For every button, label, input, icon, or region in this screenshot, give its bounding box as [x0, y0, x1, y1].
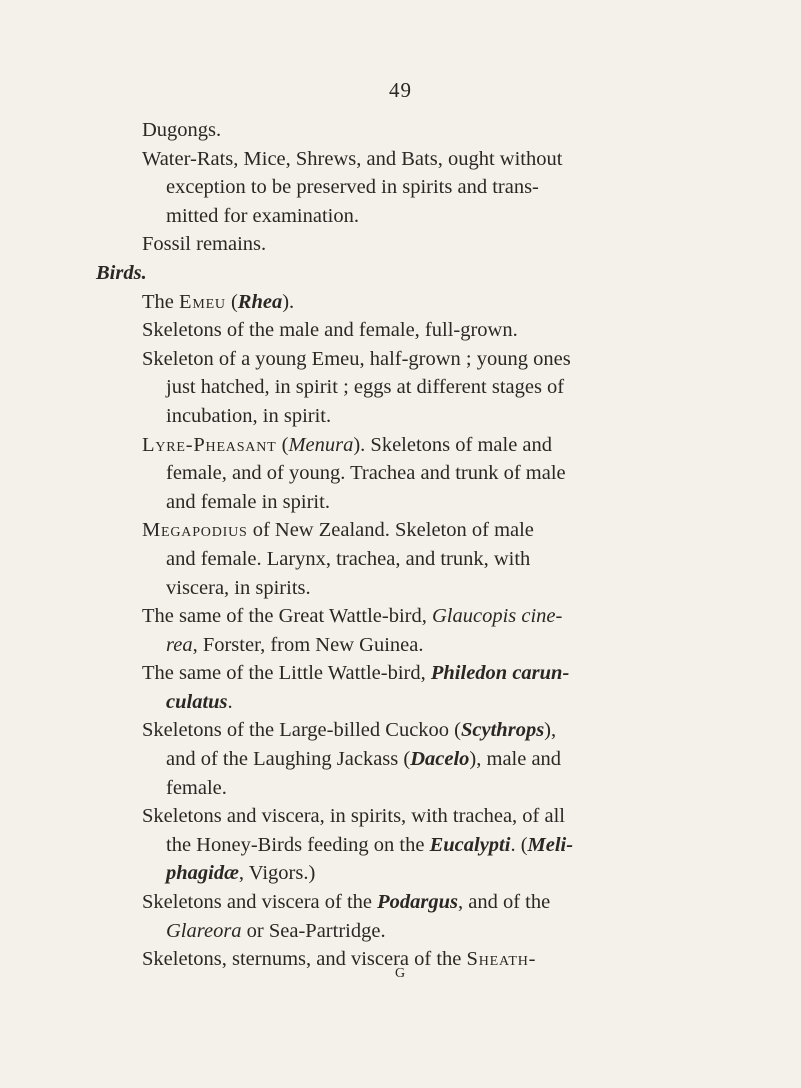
text-fragment: , Forster, from New Guinea.: [192, 633, 424, 656]
text-line: [96, 831, 702, 860]
genus-name: Scythrops: [461, 719, 545, 742]
species-name: Lyre-Pheasant: [142, 433, 277, 456]
text-line: mitted for examination.: [166, 204, 359, 227]
text-line: Dugongs.: [142, 119, 222, 141]
text-fragment: Skeletons, sternums, and viscera of the: [142, 948, 467, 971]
text-fragment: (: [276, 433, 289, 456]
text-line: Skeleton of a young Emeu, half-grown ; young ones: [142, 347, 571, 370]
text-fragment: .: [227, 690, 233, 713]
text-line: Water-Rats, Mice, Shrews, and Bats, ought without: [142, 147, 563, 170]
species-name: Megapodius: [142, 519, 248, 542]
text-line: Skeletons of the male and female, full-grown.: [142, 319, 518, 342]
text-fragment: and of the Laughing Jackass (: [166, 748, 411, 771]
text-fragment: The same of the Little Wattle-bird,: [142, 662, 431, 685]
text-line: female.: [166, 776, 227, 799]
signature-mark: G: [394, 966, 407, 981]
text-fragment: Skeletons of the Large-billed Cuckoo (: [142, 719, 462, 742]
text-fragment: or Sea-Partridge.: [241, 919, 386, 942]
text-fragment: (: [225, 290, 238, 313]
species-name: Philedon carun-: [430, 662, 570, 685]
text-line: and female. Larynx, trachea, and trunk, with: [166, 547, 531, 570]
text-line: [96, 688, 702, 717]
genus-name: Rhea: [237, 290, 283, 313]
text-line: just hatched, in spirit ; eggs at different stages of: [166, 376, 565, 399]
text-line: incubation, in spirit.: [166, 404, 332, 427]
text-fragment: Skeletons and viscera of the: [142, 891, 378, 914]
text-fragment: ).: [282, 290, 295, 313]
text-fragment: , Vigors.): [238, 862, 316, 885]
text-line: female, and of young. Trachea and trunk of male: [166, 462, 566, 485]
text-line: viscera, in spirits.: [166, 576, 311, 599]
genus-name: Podargus: [377, 891, 458, 914]
genus-name: Dacelo: [410, 748, 470, 771]
text-line-megapodius: [96, 516, 702, 545]
text-line: [96, 631, 702, 660]
text-line: [96, 859, 702, 888]
text-fragment: ), male and: [469, 748, 562, 771]
genus-name: Menura: [288, 433, 354, 456]
text-fragment: ),: [544, 719, 557, 742]
page-number: 49: [389, 78, 412, 102]
page-body: [96, 116, 702, 974]
species-name: culatus: [166, 690, 228, 713]
text-line-lyre: [96, 431, 702, 460]
text-line-honey-birds: Skeletons and viscera, in spirits, with trachea, of all: [142, 805, 565, 828]
text-line-podargus: [96, 888, 702, 917]
text-line-great-wattle: [96, 602, 702, 631]
family-name: phagidæ: [166, 862, 239, 885]
text-line: [96, 917, 702, 946]
species-name: rea: [166, 633, 193, 656]
text-line-little-wattle: [96, 659, 702, 688]
text-fragment: ). Skeletons of male and: [353, 433, 553, 456]
text-fragment: . (: [510, 833, 528, 856]
section-heading-birds: Birds.: [96, 261, 147, 284]
species-name: Glaucopis cine-: [431, 605, 563, 628]
text-line: exception to be preserved in spirits and trans-: [166, 176, 539, 199]
species-name: Sheath-: [466, 948, 537, 971]
text-fragment: the Honey-Birds feeding on the: [166, 833, 430, 856]
text-line-cuckoo: [96, 716, 702, 745]
species-name: Emeu: [179, 290, 226, 313]
text-line: and female in spirit.: [166, 490, 330, 513]
text-line: Fossil remains.: [142, 233, 267, 256]
text-fragment: The same of the Great Wattle-bird,: [142, 605, 432, 628]
text-line-emeu: [96, 288, 702, 317]
text-fragment: The: [142, 290, 179, 313]
text-fragment: of New Zealand. Skeleton of male: [247, 519, 534, 542]
genus-name: Glareora: [166, 919, 242, 942]
text-line: [96, 745, 702, 774]
family-name: Meli-: [527, 833, 574, 856]
genus-name: Eucalypti: [429, 833, 511, 856]
text-fragment: , and of the: [458, 891, 551, 914]
